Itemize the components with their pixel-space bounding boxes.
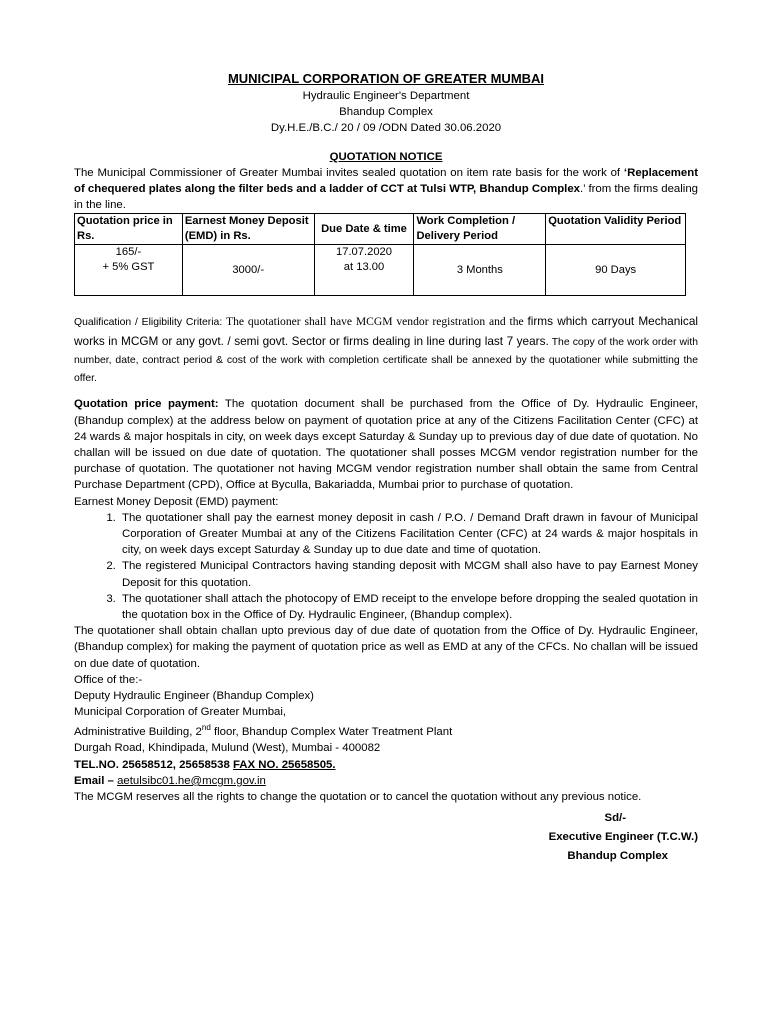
signature-complex: Bhandup Complex <box>567 850 668 863</box>
signature-block <box>74 809 698 866</box>
emd-heading: Earnest Money Deposit (EMD) payment: <box>74 495 279 508</box>
telephone-numbers: TEL.NO. 25658512, 25658538 <box>74 758 230 771</box>
email-link[interactable]: aetulsibc01.he@mcgm.gov.in <box>117 774 266 787</box>
payment-paragraph <box>74 396 698 493</box>
payment-text: The quotation document shall be purchased from the Office of Dy. Hydraulic Engineer, (Bhandup complex) at the address below on payment of quotation price at any of the Citizens Facilitation Center (CFC) at 24 wards & major hospitals in city, on week days except Saturday & Sunday up to previous day of due date of quotation. No challan will be issued on due date of quotation. The quotationer shall posses MCGM vendor registration number for the purchase of quotation. The quotationer not having MCGM vendor registration number shall obtain the same from Central Purchase Department (CPD), Office at Byculla, Bakariadda, Mumbai prior to purchase of quotation. <box>74 398 698 492</box>
header-emd: Earnest Money Deposit (EMD) in Rs. <box>182 214 314 245</box>
due-time: at 13.00 <box>343 261 385 274</box>
intro-paragraph <box>74 165 698 214</box>
office-line4: Durgah Road, Khindipada, Mulund (West), Mumbai - 400082 <box>74 742 381 755</box>
qualification-label: Qualification / Eligibility Criteria: <box>74 317 223 329</box>
complex-line: Bhandup Complex <box>339 106 433 119</box>
office-line2: Municipal Corporation of Greater Mumbai, <box>74 706 287 719</box>
due-date: 17.07.2020 <box>336 246 392 259</box>
signature-designation: Executive Engineer (T.C.W.) <box>548 831 698 844</box>
page-title: MUNICIPAL CORPORATION OF GREATER MUMBAI <box>227 71 545 86</box>
office-line1: Deputy Hydraulic Engineer (Bhandup Complex) <box>74 690 314 703</box>
fax-number: FAX NO. 25658505. <box>232 758 336 771</box>
quotation-table <box>74 213 686 296</box>
address-plant: floor, Bhandup Complex Water Treatment Plant <box>210 726 453 739</box>
payment-label: Quotation price payment: <box>74 398 219 411</box>
intro-tail: .’ from the firms dealing in the line. <box>74 183 698 212</box>
email-line <box>74 773 698 789</box>
header-completion: Work Completion / Delivery Period <box>414 214 546 245</box>
work-title: ‘Replacement of chequered plates along the filter beds and a ladder of CCT at Tulsi WTP, Bhandup Complex <box>74 166 698 196</box>
office-label: Office of the:- <box>74 673 143 686</box>
list-item: 3. The quotationer shall attach the photocopy of EMD receipt to the envelope before dropping the sealed quotation in the quotation box in the Office of Dy. Hydraulic Engineer, (Bhandup complex). <box>119 591 698 623</box>
table-header-row <box>75 214 686 245</box>
email-label: Email – <box>74 774 118 787</box>
office-line3 <box>74 720 698 740</box>
qualification-part2: firms which carryout Mechanical works in MCGM or any govt. / semi govt. Sector or firms dealing in line during last 7 years. <box>74 314 699 349</box>
header-validity: Quotation Validity Period <box>546 214 686 245</box>
reference-line: Dy.H.E./B.C./ 20 / 09 /ODN Dated 30.06.2020 <box>270 122 502 135</box>
qualification-paragraph <box>74 312 698 388</box>
cell-validity: 90 Days <box>546 245 686 296</box>
department-line: Hydraulic Engineer's Department <box>302 90 470 102</box>
address-building: Administrative Building, 2 <box>74 726 202 739</box>
price-value: 165/- <box>115 246 142 259</box>
rights-paragraph: The MCGM reserves all the rights to change the quotation or to cancel the quotation without any previous notice. <box>74 791 642 804</box>
price-gst: + 5% GST <box>102 261 155 274</box>
emd-list <box>74 510 698 623</box>
qualification-part3: The copy of the work order with number, date, contract period & cost of the work with completion certificate shall be annexed by the quotationer while submitting the offer. <box>74 337 698 385</box>
cell-emd: 3000/- <box>182 245 314 296</box>
header-due-date: Due Date & time <box>314 214 414 245</box>
qualification-part1: The quotationer shall have MCGM vendor registration and the <box>226 315 524 329</box>
challan-paragraph: The quotationer shall obtain challan upto previous day of due date of quotation from the Office of Dy. Hydraulic Engineer, (Bhandup complex) for making the payment of quotation price as well as EMD at any of the CFCs. No challan will be issued on due date of quotation. <box>74 625 698 670</box>
signature-sd: Sd/- <box>604 812 626 825</box>
floor-suffix: nd <box>201 723 211 733</box>
cell-quotation-price <box>75 245 183 296</box>
list-item: 1. The quotationer shall pay the earnest money deposit in cash / P.O. / Demand Draft drawn in favour of Municipal Corporation of Greater Mumbai at any of the Citizens Facilitation Center (CFC) at 24 wards & major hospitals in city, on week days except Saturday & Sunday up to due date and time of quotation. <box>119 510 698 559</box>
cell-due-date <box>314 245 414 296</box>
quotation-notice-document <box>74 70 698 866</box>
cell-completion: 3 Months <box>414 245 546 296</box>
list-item: 2. The registered Municipal Contractors having standing deposit with MCGM shall also have to pay Earnest Money Deposit for this quotation. <box>119 558 698 590</box>
notice-heading: QUOTATION NOTICE <box>329 150 443 163</box>
intro-plain: The Municipal Commissioner of Greater Mumbai invites sealed quotation on item rate basis for the work of <box>74 166 624 179</box>
contact-line <box>74 757 698 773</box>
header-quotation-price: Quotation price in Rs. <box>75 214 183 245</box>
table-row <box>75 245 686 296</box>
